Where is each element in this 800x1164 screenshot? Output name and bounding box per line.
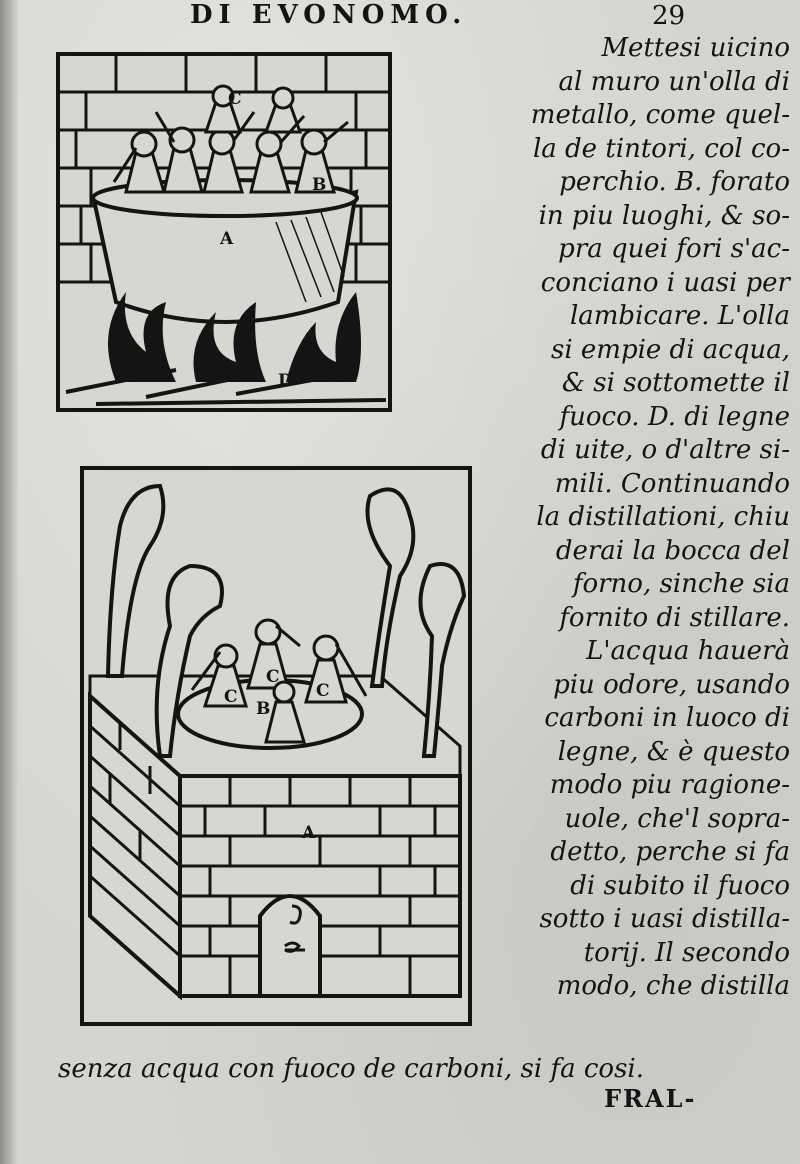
text-line: Mettesi uicino [601,33,790,63]
figure-label-c: C [316,681,330,701]
figure-label-b: B [312,175,327,195]
text-line: torij. Il secondo [583,937,790,968]
text-line: conciano i uasi per [540,267,790,298]
body-text-column [490,32,790,1004]
text-line: pra quei fori s'ac- [558,234,790,264]
text-line: uole, che'l sopra- [564,803,790,834]
text-line: fuoco. D. di legne [559,401,790,432]
text-line: modo piu ragione- [549,770,790,800]
text-line: al muro un'olla di [558,66,790,97]
text-line: forno, sinche sia [572,569,790,599]
running-title: DI EVONOMO. [190,0,468,30]
text-line: in piu luoghi, & so- [538,200,790,231]
woodcut-pot-distillation [56,52,392,412]
figure-label-a: A [220,229,234,249]
page-gutter-shadow [0,0,18,1164]
figure-label-c: C [266,667,280,687]
figure-label-d: D [278,371,293,391]
text-line: fornito di stillare. [559,602,790,633]
text-line: carboni in luoco di [544,703,790,733]
text-line: la distillationi, chiu [536,502,790,532]
text-line: perchio. B. forato [559,167,790,197]
figure-label-c: C [224,687,238,707]
text-line: sotto i uasi distilla- [539,904,790,934]
text-line: mili. Continuando [554,468,790,499]
text-line: detto, perche si fa [550,837,790,867]
text-line: piu odore, usando [553,669,790,700]
text-line: lambicare. L'olla [569,301,790,331]
figure-label-a: A [302,823,316,843]
figure-label-c: C [228,89,242,109]
text-line: & si sottomette il [561,368,790,398]
page-number: 29 [652,1,686,31]
text-line: legne, & è questo [557,736,790,767]
text-line: modo, che distilla [556,971,790,1001]
text-line: si empie di acqua, [550,334,790,365]
text-line: L'acqua hauerà [586,636,790,666]
text-line: derai la bocca del [555,535,790,566]
final-text-line: senza acqua con fuoco de carboni, si fa cosi. [58,1054,645,1084]
figure-label-b: B [256,699,271,719]
text-line: di subito il fuoco [570,870,790,901]
text-line: metallo, come quel- [530,100,790,130]
text-line: di uite, o d'altre si- [540,435,790,465]
text-line: la de tintori, col co- [532,133,790,164]
catchword: FRAL- [604,1084,697,1113]
woodcut-furnace-distillation [80,466,472,1026]
